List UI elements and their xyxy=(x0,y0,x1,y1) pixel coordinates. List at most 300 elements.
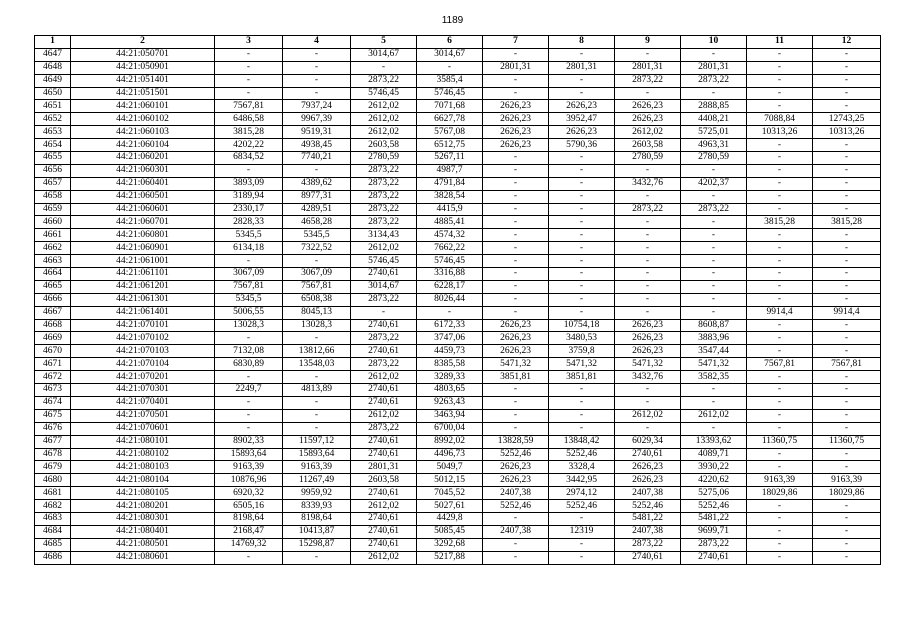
table-row xyxy=(35,255,881,268)
table-cell: 7567,81 xyxy=(215,100,283,113)
table-cell: 5085,45 xyxy=(417,525,483,538)
table-cell: - xyxy=(283,409,351,422)
table-cell: 9519,31 xyxy=(283,126,351,139)
table-cell: 5767,08 xyxy=(417,126,483,139)
table-cell: - xyxy=(813,538,881,551)
table-cell: - xyxy=(813,319,881,332)
table-cell: 44:21:070401 xyxy=(71,396,215,409)
table-cell: - xyxy=(215,164,283,177)
table-row xyxy=(35,48,881,61)
table-row xyxy=(35,435,881,448)
table-cell: 7567,81 xyxy=(215,280,283,293)
table-row xyxy=(35,332,881,345)
table-cell: 4660 xyxy=(35,216,71,229)
table-cell: 6508,38 xyxy=(283,293,351,306)
table-cell: 2873,22 xyxy=(351,422,417,435)
table-cell: 5217,88 xyxy=(417,551,483,564)
table-cell: - xyxy=(813,203,881,216)
table-cell: 4678 xyxy=(35,448,71,461)
table-cell: 4429,8 xyxy=(417,512,483,525)
table-row xyxy=(35,512,881,525)
table-cell: 3442,95 xyxy=(549,474,615,487)
table-cell: 4668 xyxy=(35,319,71,332)
table-cell: - xyxy=(813,371,881,384)
table-cell: 44:21:060301 xyxy=(71,164,215,177)
table-cell: - xyxy=(681,229,747,242)
table-cell: 4408,21 xyxy=(681,113,747,126)
table-cell: - xyxy=(747,280,813,293)
table-cell: 11360,75 xyxy=(747,435,813,448)
table-row xyxy=(35,242,881,255)
table-cell: - xyxy=(747,61,813,74)
table-cell: 4661 xyxy=(35,229,71,242)
table-cell: 2873,22 xyxy=(681,74,747,87)
table-cell: - xyxy=(483,74,549,87)
table-cell: 3851,81 xyxy=(549,371,615,384)
table-cell: - xyxy=(813,139,881,152)
table-cell: 3432,76 xyxy=(615,371,681,384)
table-cell: - xyxy=(351,61,417,74)
table-cell: 44:21:060901 xyxy=(71,242,215,255)
table-cell: 4459,73 xyxy=(417,345,483,358)
table-cell: 5471,32 xyxy=(615,358,681,371)
table-cell: 2740,61 xyxy=(351,384,417,397)
table-row xyxy=(35,358,881,371)
table-cell: 3432,76 xyxy=(615,177,681,190)
table-cell: - xyxy=(747,461,813,474)
table-cell: 9163,39 xyxy=(215,461,283,474)
table-cell: - xyxy=(747,512,813,525)
table-cell: 2626,23 xyxy=(615,319,681,332)
table-cell: - xyxy=(747,177,813,190)
table-cell: 9163,39 xyxy=(747,474,813,487)
table-cell: 4662 xyxy=(35,242,71,255)
table-cell: 2801,31 xyxy=(681,61,747,74)
table-cell: - xyxy=(813,345,881,358)
table-cell: - xyxy=(615,255,681,268)
table-cell: - xyxy=(747,409,813,422)
table-cell: - xyxy=(215,371,283,384)
table-cell: - xyxy=(615,306,681,319)
table-cell: - xyxy=(813,551,881,564)
table-row xyxy=(35,500,881,513)
table-cell: 44:21:080104 xyxy=(71,474,215,487)
table-cell: - xyxy=(549,87,615,100)
table-cell: 4664 xyxy=(35,268,71,281)
table-cell: 2740,61 xyxy=(351,396,417,409)
table-cell: 3292,68 xyxy=(417,538,483,551)
table-cell: 6486,58 xyxy=(215,113,283,126)
table-cell: 15893,64 xyxy=(215,448,283,461)
table-cell: 4684 xyxy=(35,525,71,538)
table-cell: - xyxy=(283,164,351,177)
table-cell: 2330,17 xyxy=(215,203,283,216)
table-cell: 13028,3 xyxy=(283,319,351,332)
table-cell: 5790,36 xyxy=(549,139,615,152)
table-cell: 44:21:060801 xyxy=(71,229,215,242)
table-cell: - xyxy=(283,551,351,564)
table-cell: 5252,46 xyxy=(549,500,615,513)
table-cell: 2740,61 xyxy=(681,551,747,564)
table-cell: - xyxy=(681,293,747,306)
table-cell: 4669 xyxy=(35,332,71,345)
table-cell: 4202,37 xyxy=(681,177,747,190)
table-cell: 2801,31 xyxy=(483,61,549,74)
table-cell: - xyxy=(483,229,549,242)
table-cell: 13028,3 xyxy=(215,319,283,332)
table-cell: 44:21:061001 xyxy=(71,255,215,268)
table-cell: - xyxy=(747,422,813,435)
column-header: 3 xyxy=(215,36,283,49)
table-row xyxy=(35,422,881,435)
table-row xyxy=(35,190,881,203)
table-cell: - xyxy=(813,332,881,345)
column-header: 5 xyxy=(351,36,417,49)
table-cell: 2612,02 xyxy=(351,371,417,384)
table-cell: 6700,04 xyxy=(417,422,483,435)
table-cell: 4658,28 xyxy=(283,216,351,229)
table-cell: 6512,75 xyxy=(417,139,483,152)
table-cell: 2626,23 xyxy=(483,126,549,139)
table-cell: 2626,23 xyxy=(549,100,615,113)
table-cell: - xyxy=(483,177,549,190)
table-cell: 8385,58 xyxy=(417,358,483,371)
table-cell: - xyxy=(483,409,549,422)
table-cell: 44:21:060101 xyxy=(71,100,215,113)
table-cell: 2740,61 xyxy=(351,448,417,461)
table-cell: 2407,38 xyxy=(483,487,549,500)
table-cell: 4676 xyxy=(35,422,71,435)
table-cell: 6920,32 xyxy=(215,487,283,500)
table-cell: - xyxy=(549,48,615,61)
table-cell: 7937,24 xyxy=(283,100,351,113)
table-cell: - xyxy=(747,319,813,332)
table-cell: - xyxy=(747,152,813,165)
table-cell: 44:21:080501 xyxy=(71,538,215,551)
table-cell: 4987,7 xyxy=(417,164,483,177)
table-cell: - xyxy=(681,216,747,229)
table-cell: - xyxy=(483,384,549,397)
table-cell: - xyxy=(747,293,813,306)
table-cell: - xyxy=(813,396,881,409)
table-cell: 14769,32 xyxy=(215,538,283,551)
table-row xyxy=(35,152,881,165)
table-cell: 44:21:060501 xyxy=(71,190,215,203)
table-cell: 5725,01 xyxy=(681,126,747,139)
table-cell: 44:21:061201 xyxy=(71,280,215,293)
table-cell: 44:21:060601 xyxy=(71,203,215,216)
table-cell: 8977,31 xyxy=(283,190,351,203)
table-cell: - xyxy=(747,345,813,358)
table-cell: 8902,33 xyxy=(215,435,283,448)
table-cell: 44:21:080101 xyxy=(71,435,215,448)
header-row xyxy=(35,36,881,49)
table-cell: - xyxy=(483,538,549,551)
table-cell: - xyxy=(813,255,881,268)
table-cell: - xyxy=(215,74,283,87)
table-cell: - xyxy=(483,87,549,100)
table-cell: - xyxy=(747,448,813,461)
table-cell: 44:21:060103 xyxy=(71,126,215,139)
table-cell: - xyxy=(681,242,747,255)
column-header: 4 xyxy=(283,36,351,49)
table-cell: 7045,52 xyxy=(417,487,483,500)
table-cell: 5006,55 xyxy=(215,306,283,319)
table-cell: 9914,4 xyxy=(813,306,881,319)
table-cell: 2873,22 xyxy=(351,358,417,371)
table-row xyxy=(35,268,881,281)
table-cell: 5746,45 xyxy=(417,87,483,100)
table-cell: - xyxy=(483,242,549,255)
table-cell: 2740,61 xyxy=(351,487,417,500)
table-cell: - xyxy=(681,280,747,293)
table-cell: 44:21:080401 xyxy=(71,525,215,538)
table-cell: - xyxy=(681,164,747,177)
table-row xyxy=(35,87,881,100)
table-cell: 4791,84 xyxy=(417,177,483,190)
table-cell: 5049,7 xyxy=(417,461,483,474)
table-row xyxy=(35,164,881,177)
table-cell: 44:21:061401 xyxy=(71,306,215,319)
table-cell: 2873,22 xyxy=(351,177,417,190)
table-cell: - xyxy=(747,164,813,177)
table-cell: - xyxy=(215,61,283,74)
table-cell: - xyxy=(681,255,747,268)
table-cell: 2780,59 xyxy=(615,152,681,165)
table-row xyxy=(35,293,881,306)
table-cell: 3289,33 xyxy=(417,371,483,384)
table-cell: 4673 xyxy=(35,384,71,397)
table-cell: 10313,26 xyxy=(813,126,881,139)
table-cell: 5345,5 xyxy=(283,229,351,242)
table-cell: 4963,31 xyxy=(681,139,747,152)
table-cell: 2873,22 xyxy=(615,203,681,216)
table-cell: - xyxy=(813,48,881,61)
table-cell: 44:21:050701 xyxy=(71,48,215,61)
table-cell: 44:21:070201 xyxy=(71,371,215,384)
table-cell: 4496,73 xyxy=(417,448,483,461)
table-cell: 44:21:080102 xyxy=(71,448,215,461)
table-cell: - xyxy=(549,242,615,255)
table-cell: 8198,64 xyxy=(283,512,351,525)
table-cell: - xyxy=(747,74,813,87)
table-cell: 4666 xyxy=(35,293,71,306)
table-cell: 2626,23 xyxy=(483,345,549,358)
table-cell: 7132,08 xyxy=(215,345,283,358)
table-cell: 5345,5 xyxy=(215,293,283,306)
table-cell: 2612,02 xyxy=(351,551,417,564)
table-cell: 4656 xyxy=(35,164,71,177)
table-cell: 4682 xyxy=(35,500,71,513)
table-cell: 44:21:060102 xyxy=(71,113,215,126)
table-cell: 4657 xyxy=(35,177,71,190)
table-cell: 5252,46 xyxy=(681,500,747,513)
data-table xyxy=(34,35,881,565)
table-cell: 7567,81 xyxy=(283,280,351,293)
table-cell: - xyxy=(483,216,549,229)
column-header: 11 xyxy=(747,36,813,49)
table-cell: - xyxy=(483,306,549,319)
table-cell: - xyxy=(549,293,615,306)
table-cell: - xyxy=(747,139,813,152)
table-cell: - xyxy=(549,306,615,319)
table-cell: 2740,61 xyxy=(615,551,681,564)
table-cell: - xyxy=(615,87,681,100)
table-cell: - xyxy=(283,61,351,74)
table-cell: - xyxy=(483,280,549,293)
table-row xyxy=(35,551,881,564)
table-cell: 2801,31 xyxy=(615,61,681,74)
table-cell: - xyxy=(549,255,615,268)
table-cell: 6834,52 xyxy=(215,152,283,165)
table-cell: 2873,22 xyxy=(681,538,747,551)
table-cell: 3134,43 xyxy=(351,229,417,242)
table-cell: 3014,67 xyxy=(351,48,417,61)
table-cell: 4654 xyxy=(35,139,71,152)
table-cell: 44:21:070102 xyxy=(71,332,215,345)
table-cell: 4089,71 xyxy=(681,448,747,461)
table-cell: 2873,22 xyxy=(681,203,747,216)
table-cell: - xyxy=(215,48,283,61)
table-cell: - xyxy=(215,551,283,564)
table-cell: - xyxy=(681,268,747,281)
table-cell: - xyxy=(549,74,615,87)
table-cell: 44:21:080103 xyxy=(71,461,215,474)
column-header: 9 xyxy=(615,36,681,49)
table-row xyxy=(35,216,881,229)
table-cell: 13393,62 xyxy=(681,435,747,448)
table-cell: 2626,23 xyxy=(483,461,549,474)
table-cell: - xyxy=(615,422,681,435)
table-cell: 5012,15 xyxy=(417,474,483,487)
table-cell: 5746,45 xyxy=(351,255,417,268)
table-cell: 6228,17 xyxy=(417,280,483,293)
table-cell: 4289,51 xyxy=(283,203,351,216)
table-cell: 3930,22 xyxy=(681,461,747,474)
table-cell: 4415,9 xyxy=(417,203,483,216)
table-cell: 44:21:070101 xyxy=(71,319,215,332)
table-cell: 4686 xyxy=(35,551,71,564)
table-row xyxy=(35,345,881,358)
table-cell: 2626,23 xyxy=(615,100,681,113)
table-cell: 3952,47 xyxy=(549,113,615,126)
table-cell: - xyxy=(549,551,615,564)
table-cell: - xyxy=(283,255,351,268)
table-cell: 2612,02 xyxy=(351,113,417,126)
table-cell: 2612,02 xyxy=(351,409,417,422)
column-header: 10 xyxy=(681,36,747,49)
table-cell: 4658 xyxy=(35,190,71,203)
table-cell: 2873,22 xyxy=(351,190,417,203)
table-cell: 4672 xyxy=(35,371,71,384)
table-cell: 44:21:080201 xyxy=(71,500,215,513)
table-cell: 3067,09 xyxy=(283,268,351,281)
table-row xyxy=(35,384,881,397)
table-cell: 9163,39 xyxy=(283,461,351,474)
table-cell: 8045,13 xyxy=(283,306,351,319)
table-row xyxy=(35,203,881,216)
table-cell: 3815,28 xyxy=(215,126,283,139)
table-cell: 2873,22 xyxy=(351,203,417,216)
table-cell: 44:21:070103 xyxy=(71,345,215,358)
table-cell: 13812,66 xyxy=(283,345,351,358)
table-cell: 10313,26 xyxy=(747,126,813,139)
table-cell: - xyxy=(747,48,813,61)
table-cell: - xyxy=(813,525,881,538)
column-header: 2 xyxy=(71,36,215,49)
table-cell: 2603,58 xyxy=(615,139,681,152)
table-cell: 5267,11 xyxy=(417,152,483,165)
table-cell: 2626,23 xyxy=(615,332,681,345)
table-cell: 3316,88 xyxy=(417,268,483,281)
table-row xyxy=(35,461,881,474)
table-cell: 2626,23 xyxy=(483,332,549,345)
table-cell: - xyxy=(681,422,747,435)
table-cell: - xyxy=(813,409,881,422)
table-cell: 13548,03 xyxy=(283,358,351,371)
table-cell: 2407,38 xyxy=(483,525,549,538)
table-cell: 44:21:080105 xyxy=(71,487,215,500)
table-cell: - xyxy=(813,242,881,255)
table-cell: - xyxy=(813,74,881,87)
table-row xyxy=(35,525,881,538)
table-cell: - xyxy=(813,461,881,474)
table-cell: 6029,34 xyxy=(615,435,681,448)
table-cell: 3851,81 xyxy=(483,371,549,384)
table-cell: 4659 xyxy=(35,203,71,216)
table-cell: 4685 xyxy=(35,538,71,551)
table-cell: - xyxy=(747,396,813,409)
table-cell: - xyxy=(615,396,681,409)
table-row xyxy=(35,139,881,152)
table-cell: - xyxy=(215,396,283,409)
table-body xyxy=(35,48,881,564)
table-cell: 15298,87 xyxy=(283,538,351,551)
table-cell: 4813,89 xyxy=(283,384,351,397)
table-cell: 5027,61 xyxy=(417,500,483,513)
table-cell: 5252,46 xyxy=(549,448,615,461)
table-cell: 2626,23 xyxy=(549,126,615,139)
table-cell: - xyxy=(747,332,813,345)
table-cell: 13828,59 xyxy=(483,435,549,448)
table-row xyxy=(35,396,881,409)
table-cell: 2626,23 xyxy=(483,319,549,332)
table-cell: 2780,59 xyxy=(681,152,747,165)
table-cell: 2828,33 xyxy=(215,216,283,229)
table-cell: 2626,23 xyxy=(615,474,681,487)
table-cell: 6627,78 xyxy=(417,113,483,126)
table-cell: 44:21:070501 xyxy=(71,409,215,422)
table-cell: - xyxy=(615,293,681,306)
table-cell: 9914,4 xyxy=(747,306,813,319)
table-cell: - xyxy=(747,500,813,513)
table-cell: 18029,86 xyxy=(813,487,881,500)
table-cell: 2603,58 xyxy=(351,139,417,152)
table-cell: - xyxy=(681,396,747,409)
table-cell: - xyxy=(215,409,283,422)
table-cell: - xyxy=(747,100,813,113)
table-cell: 4653 xyxy=(35,126,71,139)
table-cell: 4647 xyxy=(35,48,71,61)
table-cell: 18029,86 xyxy=(747,487,813,500)
table-cell: 2888,85 xyxy=(681,100,747,113)
table-cell: 4671 xyxy=(35,358,71,371)
table-cell: 6134,18 xyxy=(215,242,283,255)
table-cell: - xyxy=(283,74,351,87)
table-cell: 7662,22 xyxy=(417,242,483,255)
table-cell: 12743,25 xyxy=(813,113,881,126)
table-cell: 3815,28 xyxy=(747,216,813,229)
